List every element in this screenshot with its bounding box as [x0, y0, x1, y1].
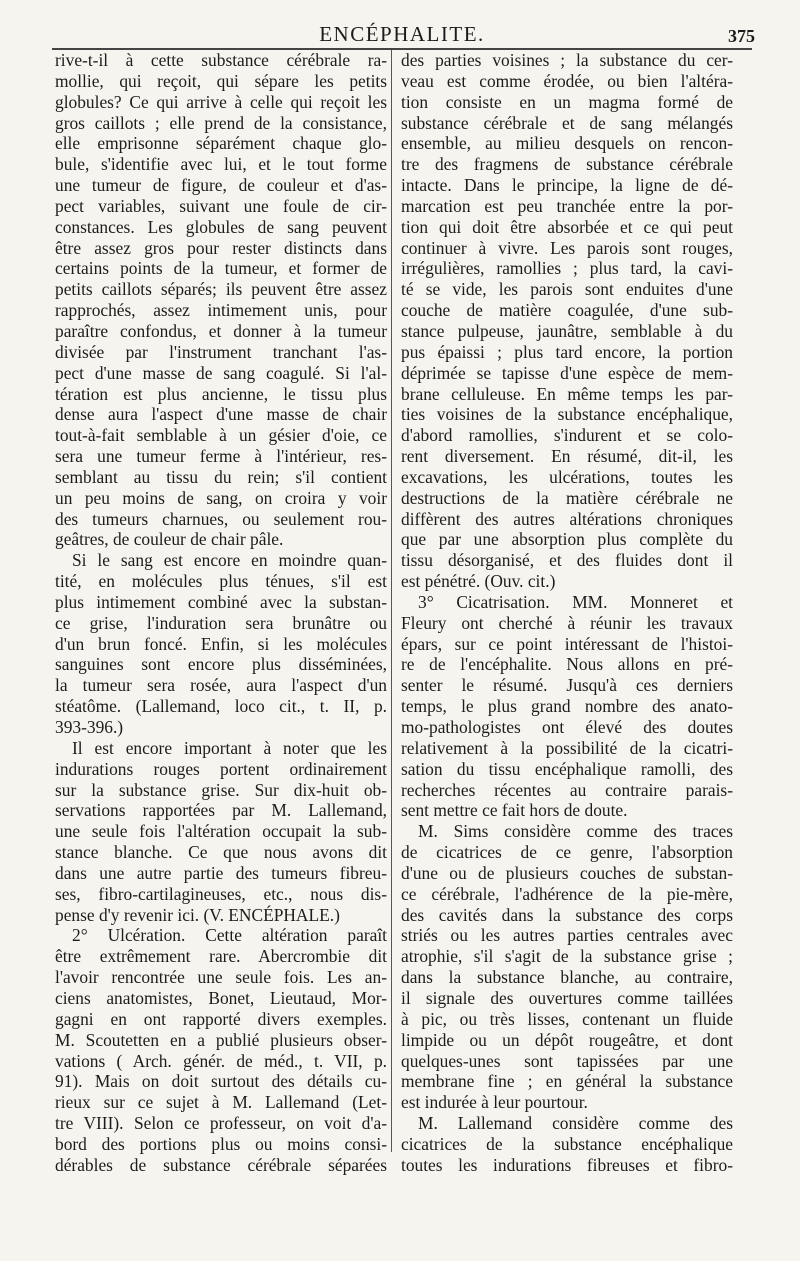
text-line: atrophie, s'il s'agit de la substance grise ; [401, 946, 733, 967]
text-line: est indurée à leur pourtour. [401, 1092, 588, 1113]
text-line: 2° Ulcération. Cette altération paraît [72, 925, 387, 946]
text-line: des tumeurs charnues, ou seulement rou- [55, 508, 387, 529]
text-line: certains points de la tumeur, et former de [55, 258, 387, 279]
text-line: toutes les indurations fibreuses et fibro- [401, 1154, 733, 1175]
text-line: il signale des ouvertures comme taillées [401, 987, 733, 1008]
text-line: 3° Cicatrisation. MM. Monneret et [418, 591, 733, 612]
text-line: tout-à-fait semblable à un gésier d'oie, ce [55, 425, 387, 446]
text-line: recherches récentes au contraire parais- [401, 779, 733, 800]
text-line: stance blanche. Ce que nous avons dit [55, 842, 387, 863]
text-line: Fleury ont cherché à réunir les travaux [401, 612, 733, 633]
text-line: quelques-unes sont tapissées par une [401, 1050, 733, 1071]
text-line: elle emprisonne séparément chaque glo- [55, 133, 387, 154]
text-line: destructions de la matière cérébrale ne [401, 487, 733, 508]
text-line: bule, s'identifie avec lui, et le tout forme [55, 154, 387, 175]
text-line: 91). Mais on doit surtout des détails cu- [55, 1071, 387, 1092]
text-line: tion consiste en un magma formé de [401, 91, 733, 112]
text-line: tissu désorganisé, et des fluides dont il [401, 550, 733, 571]
text-line: couche de matière coagulée, d'une sub- [401, 300, 733, 321]
text-line: plus intimement combiné avec la substan- [55, 591, 387, 612]
text-line: indurations rouges portent ordinairement [55, 758, 387, 779]
text-line: intacte. Dans le principe, la ligne de dé- [401, 175, 733, 196]
text-line: Si le sang est encore en moindre quan- [72, 550, 387, 571]
text-line: gros caillots ; elle prend de la consistance, [55, 112, 387, 133]
text-line: rive-t-il à cette substance cérébrale ra- [55, 50, 387, 70]
text-line: des parties voisines ; la substance du cer- [401, 50, 733, 70]
text-line: diffèrent des autres altérations chroniques [401, 508, 733, 529]
text-line: une tumeur de figure, de couleur et d'as- [55, 175, 387, 196]
page-header [52, 14, 755, 48]
right-column [401, 50, 733, 1176]
text-line: relativement à la possibilité de la cicatri- [401, 737, 733, 758]
text-line: M. Sims considère comme des traces [418, 821, 733, 842]
text-line: senter le résumé. Jusqu'à ces derniers [401, 675, 733, 696]
text-line: d'abord ramollies, s'indurent et se colo- [401, 425, 733, 446]
text-line: dans une autre partie des tumeurs fibreu- [55, 862, 387, 883]
text-line: des cavités dans la substance des corps [401, 904, 733, 925]
text-line: est pénétré. (Ouv. cit.) [401, 571, 556, 592]
text-line: bord des portions plus ou moins consi- [55, 1133, 387, 1154]
text-line: 393-396.) [55, 717, 124, 737]
text-line: rapprochés, assez intimement unis, pour [55, 300, 387, 321]
text-line: tion qui doit être absorbée et ce qui peut [401, 216, 733, 237]
text-line: ciens anatomistes, Bonet, Lieutaud, Mor- [55, 987, 387, 1008]
running-title: ENCÉPHALITE. [319, 22, 485, 46]
text-line: d'un brun foncé. Enfin, si les molécules [55, 633, 387, 654]
text-line: constances. Les globules de sang peuvent [55, 216, 387, 237]
text-line: limpide ou un dépôt rougeâtre, et dont [401, 1029, 733, 1050]
text-line: marcation est peu tranchée entre la por- [401, 195, 733, 216]
text-line: dense aura l'aspect d'une masse de chair [55, 404, 387, 425]
text-line: tre VIII). Selon ce professeur, on voit d'a- [55, 1113, 387, 1134]
text-line: veau est comme érodée, ou bien l'altéra- [401, 70, 733, 91]
text-line: être assez gros pour rester distincts dans [55, 237, 387, 258]
text-line: Il est encore important à noter que les [72, 737, 387, 758]
text-line: globules? Ce qui arrive à celle qui reçoit les [55, 91, 387, 112]
text-line: brane celluleuse. En même temps les par- [401, 383, 733, 404]
text-line: être extrêmement rare. Abercrombie dit [55, 946, 387, 967]
text-line: déprimée se tapisse d'une espèce de mem- [401, 362, 733, 383]
text-line: un peu moins de sang, on croira y voir [55, 487, 387, 508]
text-line: semblant au tissu du rein; s'il contient [55, 466, 387, 487]
text-line: irrégulières, ramollies ; plus tard, la cavi- [401, 258, 733, 279]
text-line: sanguines sont encore plus disséminées, [55, 654, 387, 675]
text-line: dérables de substance cérébrale séparées [55, 1154, 387, 1175]
text-line: la tumeur sera rosée, aura l'aspect d'un [55, 675, 387, 696]
text-line: divisée par l'instrument tranchant l'as- [55, 341, 387, 362]
text-line: stance pulpeuse, jaunâtre, semblable à du [401, 320, 733, 341]
text-line: ses, fibro-cartilagineuses, etc., nous dis- [55, 883, 387, 904]
text-line: gagni en ont rapporté divers exemples. [55, 1008, 387, 1029]
text-line: membrane fine ; en général la substance [401, 1071, 733, 1092]
text-line: M. Lallemand considère comme des [418, 1113, 733, 1134]
text-line: ce grise, l'induration sera brunâtre ou [55, 612, 387, 633]
text-line: à pic, ou très lisses, contenant un fluide [401, 1008, 733, 1029]
text-line: de cicatrices de ce genre, l'absorption [401, 842, 733, 863]
text-line: sur la substance grise. Sur dix-huit ob- [55, 779, 387, 800]
text-line: stéatôme. (Lallemand, loco cit., t. II, p. [55, 696, 387, 717]
text-line: tération est plus ancienne, le tissu plus [55, 383, 387, 404]
text-line: tité, en molécules plus ténues, s'il est [55, 571, 387, 592]
text-line: petits caillots séparés; ils peuvent être assez [55, 279, 387, 300]
text-line: pect d'une masse de sang coagulé. Si l'al- [55, 362, 387, 383]
text-line: que par une absorption plus complète du [401, 529, 733, 550]
text-line: ensemble, au milieu desquels on rencon- [401, 133, 733, 154]
text-line: geâtres, de couleur de chair pâle. [55, 529, 284, 550]
text-line: d'une ou de plusieurs couches de substan- [401, 862, 733, 883]
text-line: une seule fois l'altération occupait la sub- [55, 821, 387, 842]
text-line: rent diversement. En résumé, dit-il, les [401, 446, 733, 467]
text-line: pense d'y revenir ici. (V. ENCÉPHALE.) [55, 904, 340, 925]
text-line: continuer à vivre. Les parois sont rouges, [401, 237, 733, 258]
text-line: cicatrices de la substance encéphalique [401, 1133, 733, 1154]
text-line: ties voisines de la substance encéphalique, [401, 404, 733, 425]
text-line: sera une tumeur ferme à l'intérieur, res- [55, 446, 387, 467]
text-line: rieux sur ce sujet à M. Lallemand (Let- [55, 1092, 387, 1113]
text-line: substance cérébrale et de sang mélangés [401, 112, 733, 133]
text-line: sation du tissu encéphalique ramolli, des [401, 758, 733, 779]
text-line: re de l'encéphalite. Nous allons en pré- [401, 654, 733, 675]
text-line: striés ou les autres parties centrales avec [401, 925, 733, 946]
text-line: excavations, les ulcérations, toutes les [401, 466, 733, 487]
text-line: vations ( Arch. génér. de méd., t. VII, p. [55, 1050, 387, 1071]
text-line: tre des fragmens de substance cérébrale [401, 154, 733, 175]
text-line: dans la substance blanche, au contraire, [401, 967, 733, 988]
text-line: pus épaissi ; plus tard encore, la portion [401, 341, 733, 362]
text-line: ce cérébrale, l'adhérence de la pie-mère, [401, 883, 733, 904]
text-line: mo-pathologistes ont élevé des doutes [401, 717, 733, 737]
column-divider [391, 50, 392, 1152]
text-line: té se vide, les parois sont enduites d'une [401, 279, 733, 300]
text-line: temps, le plus grand nombre des anato- [401, 696, 733, 717]
text-line: épars, sur ce point intéressant de l'histoi- [401, 633, 733, 654]
text-line: paraître confondus, et donner à la tumeur [55, 320, 387, 341]
text-line: M. Scoutetten en a publié plusieurs obser- [55, 1029, 387, 1050]
text-line: l'avoir rencontrée une seule fois. Les an- [55, 967, 387, 988]
text-line: servations rapportées par M. Lallemand, [55, 800, 387, 821]
page-number: 375 [728, 26, 755, 46]
left-column [55, 50, 387, 1176]
text-line: pect variables, suivant une foule de cir- [55, 195, 387, 216]
text-line: mollie, qui reçoit, qui sépare les petits [55, 70, 387, 91]
text-line: sent mettre ce fait hors de doute. [401, 800, 628, 821]
